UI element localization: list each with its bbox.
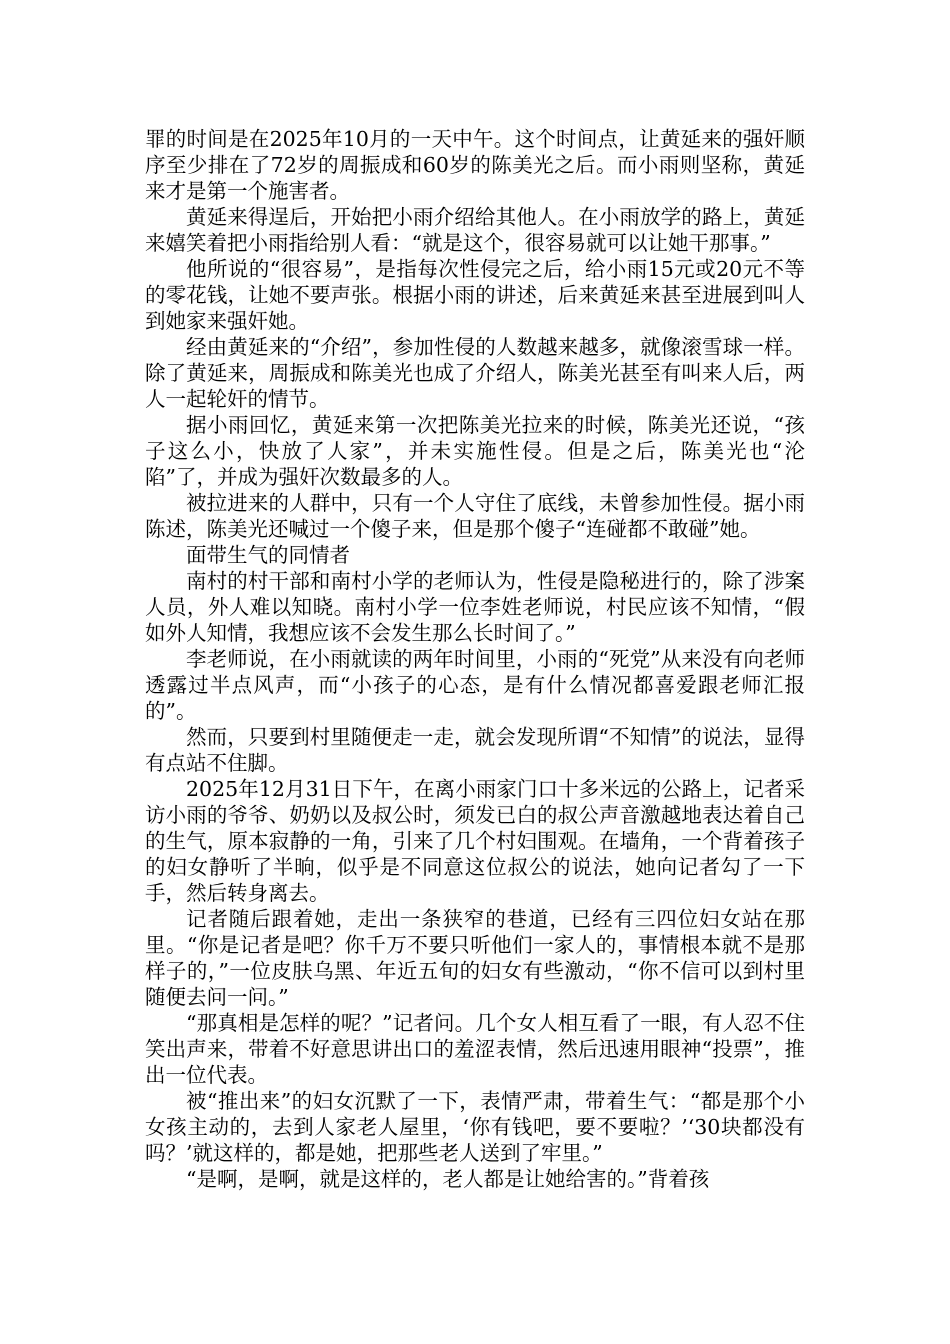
para-representative: 被“推出来”的妇女沉默了一下，表情严肃，带着生气：“都是那个小女孩主动的，去到人家老人屋里，‘你有钱吧，要不要啦？’‘30块都没有吗？’就这样的，都是她，把那些老人送到了牢里。” <box>145 1089 805 1165</box>
para-bottom-line: 被拉进来的人群中，只有一个人守住了底线，未曾参加性侵。据小雨陈述，陈美光还喊过一个傻子来，但是那个傻子“连碰都不敢碰”她。 <box>145 491 805 541</box>
para-easy: 他所说的“很容易”，是指每次性侵完之后，给小雨15元或20元不等的零花钱，让她不要声张。根据小雨的讲述，后来黄延来甚至进展到叫人到她家来强奸她。 <box>145 257 805 333</box>
para-introduction: 黄延来得逞后，开始把小雨介绍给其他人。在小雨放学的路上，黄延来嬉笑着把小雨指给别人看：“就是这个，很容易就可以让她干那事。” <box>145 205 805 255</box>
para-snowball: 经由黄延来的“介绍”，参加性侵的人数越来越多，就像滚雪球一样。除了黄延来，周振成和陈美光也成了介绍人，陈美光甚至有叫来人后，两人一起轮奸的情节。 <box>145 335 805 411</box>
para-closing: “是啊，是啊，就是这样的，老人都是让她给害的。”背着孩 <box>186 1167 710 1191</box>
para-village-cadres: 南村的村干部和南村小学的老师认为，性侵是隐秘进行的，除了涉案人员，外人难以知晓。南村小学一位李姓老师说，村民应该不知情，“假如外人知情，我想应该不会发生那么长时间了。” <box>145 569 805 645</box>
para-interview: 2025年12月31日下午，在离小雨家门口十多米远的公路上，记者采访小雨的爷爷、奶奶以及叔公时，须发已白的叔公声音激越地表达着自己的生气，原本寂静的一角，引来了几个村妇围观。在墙角，一个背着孩子的妇女静听了半晌，似乎是不同意这位叔公的说法，她向记者勾了一下手，然后转身离去。 <box>145 777 805 905</box>
para-truth: “那真相是怎样的呢？”记者问。几个女人相互看了一眼，有人忍不住笑出声来，带着不好意思讲出口的羞涩表情，然后迅速用眼神“投票”，推出一位代表。 <box>145 1011 805 1087</box>
section-heading: 面带生气的同情者 <box>186 543 350 567</box>
para-recall: 据小雨回忆，黄延来第一次把陈美光拉来的时候，陈美光还说，“孩子这么小，快放了人家”，并未实施性侵。但是之后，陈美光也“沦陷”了，并成为强奸次数最多的人。 <box>145 413 805 489</box>
para-teacher-li: 李老师说，在小雨就读的两年时间里，小雨的“死党”从来没有向老师透露过半点风声，而“小孩子的心态，是有什么情况都喜爱跟老师汇报的”。 <box>145 647 805 723</box>
para-opening: 罪的时间是在2025年10月的一天中午。这个时间点，让黄延来的强奸顺序至少排在了72岁的周振成和60岁的陈美光之后。而小雨则坚称，黄延来才是第一个施害者。 <box>145 127 805 203</box>
document-body <box>145 126 805 1192</box>
para-however: 然而，只要到村里随便走一走，就会发现所谓“不知情”的说法，显得有点站不住脚。 <box>145 725 805 775</box>
para-alley: 记者随后跟着她，走出一条狭窄的巷道，已经有三四位妇女站在那里。“你是记者是吧？你千万不要只听他们一家人的，事情根本就不是那样子的，”一位皮肤乌黑、年近五旬的妇女有些激动，“你不信可以到村里随便去问一问。” <box>145 907 805 1009</box>
